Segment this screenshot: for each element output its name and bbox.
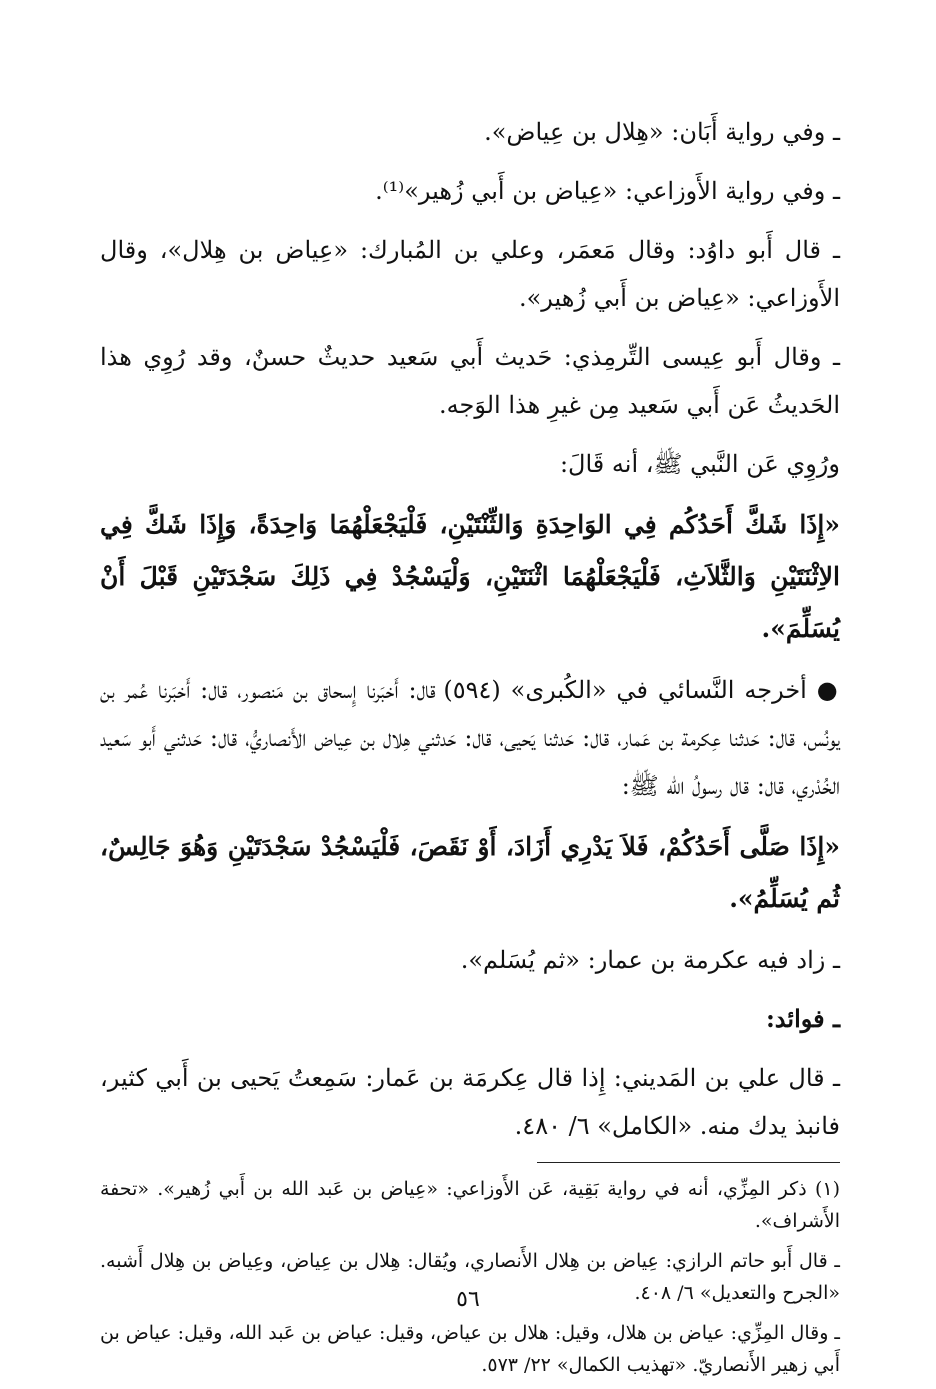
footnote-mizzi: ـ وقال المِزِّي: عياض بن هلال، وقيل: هلال بن عياض، وقيل: عياض بن عَبد الله، وقيل: عياض بن أَبي زهير الأَنصاريّ. «تهذيب الكمال» ٢٢/ ٥٧٣.: [100, 1322, 840, 1376]
paragraph-awzai-narration: ـ وفي رواية الأَوزاعي: «عِياض بن أَبي زُهير»⁽¹⁾.: [375, 177, 840, 205]
book-page: [100, 108, 840, 1389]
paragraph-abu-dawud: ـ قال أَبو داوُد: وقال مَعمَر، وعلي بن المُبارك: «عِياض بن هِلال»، وقال الأَوزاعي: «عِياض بن أَبي زُهير».: [100, 236, 840, 312]
footnote-abu-hatim: ـ قال أَبو حاتم الرازي: عِياض بن هِلال الأَنصاري، ويُقال: هِلال بن عِياض، وعِياض بن هِلال أَشبه. «الجرح والتعديل» ٦/ ٤٠٨.: [100, 1250, 840, 1304]
paragraph-aban-narration: ـ وفي رواية أَبَان: «هِلال بن عِياض».: [484, 118, 840, 146]
paragraph-nasai-takhrij: ● أخرجه النَّسائي في «الكُبرى» (٥٩٤) قال: أَخبَرنا إِسحاق بن مَنصور، قال: أَخبَرنا عُمر بن يونُس، قال: حَدثنا عِكرمة بن عَمار، قال: حَدثنا يَحيى، قال: حَدثني هِلال بن عِياض الأَنصاريُّ، قال: حَدثني أَبو سَعيد الخُدْري، قال: قال رسولُ الله ﷺ:: [100, 676, 840, 800]
hadith-text-second: «إِذَا صَلَّى أَحَدُكُمْ، فَلاَ يَدْرِي أَزَادَ، أَوْ نَقَصَ، فَلْيَسْجُدْ سَجْدَتَيْنِ وَهُوَ جَالِسٌ، ثُم يُسَلِّمُ».: [100, 832, 840, 913]
paragraph-tirmidhi: ـ وقال أَبو عِيسى التِّرمِذي: حَديث أَبي سَعيد حديثٌ حسنٌ، وقد رُوِي هذا الحَديثُ عَن أَبي سَعيد مِن غيرِ هذا الوَجه.: [100, 343, 840, 419]
footnote-1: (١) ذكر المِزِّي، أنه في رواية بَقِية، عَن الأَوزاعي: «عِياض بن عَبد الله بن أَبي زُهير». «تحفة الأَشراف».: [100, 1178, 840, 1232]
main-text: [100, 108, 840, 1150]
fawaid-heading: ـ فوائد:: [765, 1004, 840, 1033]
paragraph-ibn-madini: ـ قال علي بن المَديني: إِذا قال عِكرمَة بن عَمار: سَمِعتُ يَحيى بن أَبي كثير، فانبذ يدك منه. «الكامل» ٦/ ٤٨٠.: [100, 1064, 840, 1140]
footnote-separator: [537, 1162, 840, 1163]
footnotes: [100, 1173, 840, 1381]
page-number: ٥٦: [456, 1287, 480, 1312]
paragraph-hadith-intro: ورُوِي عَن النَّبي ﷺ، أنه قَالَ:: [559, 450, 840, 478]
hadith-text-first: «إِذَا شَكَّ أَحَدُكُم فِي الوَاحِدَةِ وَالثِّنْتَيْنِ، فَلْيَجْعَلْهُمَا وَاحِدَةً، وَإِذَا شَكَّ فِي الاِثْنَتَيْنِ وَالثَّلاَثِ، فَلْيَجْعَلْهُمَا اثْنَتَيْنِ، وَلْيَسْجُدْ فِي ذَلِكَ سَجْدَتَيْنِ قَبْلَ أَنْ يُسَلِّمَ».: [100, 510, 840, 643]
paragraph-ikrima-addition: ـ زاد فيه عكرمة بن عمار: «ثم يُسَلم».: [460, 946, 840, 974]
